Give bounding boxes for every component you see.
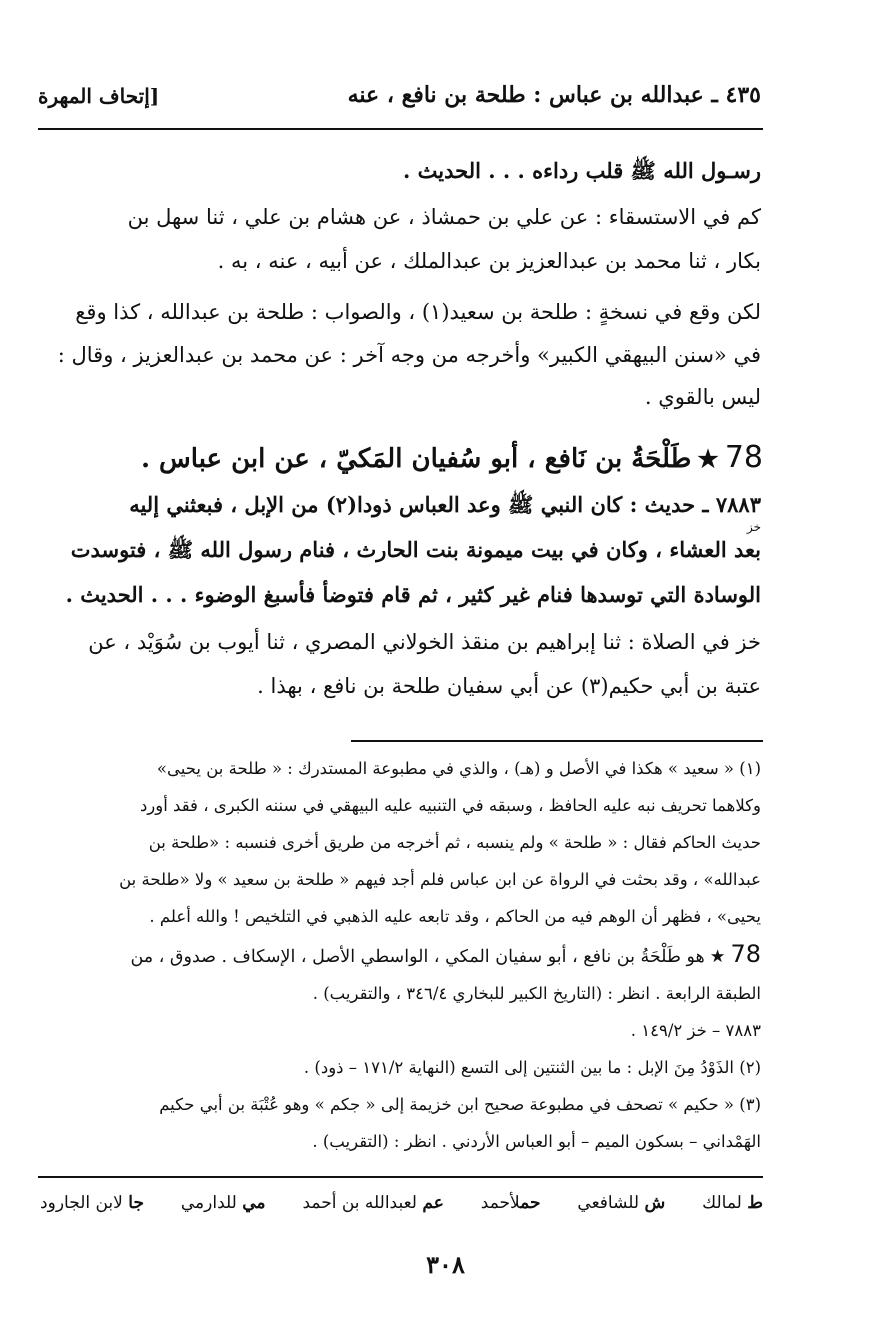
entry-heading (141, 440, 763, 475)
body-line-3: بكار ، ثنا محمد بن عبدالعزيز بن عبدالملك ، عن أبيه ، عنه ، به . (217, 249, 761, 273)
header-rule (38, 128, 763, 130)
abbr-item: حملأحمد (480, 1193, 541, 1213)
footnote-3-line-1: (٣) « حكيم » تصحف في مطبوعة صحيح ابن خزيمة إلى « جكم » وهو عُتْبَة بن أبي حكيم (159, 1095, 761, 1114)
running-title: ٤٣٥ ـ عبدالله بن عباس : طلحة بن نافع ، عنه (347, 82, 761, 108)
body-line-1: رسـول الله ﷺ قلب رداءه . . . الحديث . (403, 158, 761, 183)
footnote-3-line-2: الهَمْداني – بسكون الميم – أبو العباس الأردني . انظر : (التقريب) . (312, 1132, 761, 1151)
abbr-item: عم لعبدالله بن أحمد (302, 1193, 444, 1213)
abbr-item: ش للشافعي (577, 1193, 666, 1213)
star-icon: ★ (697, 444, 719, 473)
footnote-1-line-5: يحيى» ، فظهر أن الوهم فيه من الحاكم ، وقد تابعه عليه الذهبي في التلخيص ! والله أعلم . (149, 907, 761, 926)
book-title: [إتحاف المهرة (38, 84, 160, 108)
footnote-rule (351, 740, 763, 742)
entry-number: 78 (724, 440, 763, 475)
body-line-5: في «سنن البيهقي الكبير» وأخرجه من وجه آخر : عن محمد بن عبدالعزيز ، وقال : (57, 343, 761, 367)
footnote-entry-line-1 (130, 940, 761, 968)
footnote-1-line-4: عبدالله» ، وقد بحثت في الرواة عن ابن عباس فلم أجد فيهم « طلحة بن سعيد » ولا «طلحة بن (119, 870, 761, 889)
footnote-entry-number: 78 (730, 940, 761, 968)
abbr-item: جا لابن الجارود (40, 1193, 144, 1213)
footnote-source-line: ٧٨٨٣ – خز ١٤٩/٢ . (630, 1021, 761, 1040)
abbr-item: ط لمالك (702, 1193, 763, 1213)
body-line-4: لكن وقع في نسخةٍ : طلحة بن سعيد(١) ، والصواب : طلحة بن عبدالله ، كذا وقع (75, 300, 761, 324)
footnote-1-line-1: (١) « سعيد » هكذا في الأصل و (هـ) ، والذي في مطبوعة المستدرك : « طلحة بن يحيى» (156, 759, 761, 778)
hadith-source-code: خز (746, 520, 761, 534)
body-line-2: كم في الاستسقاء : عن علي بن حمشاذ ، عن هشام بن علي ، ثنا سهل بن (127, 205, 761, 229)
star-icon: ★ (709, 947, 726, 967)
page-number: ٣٠٨ (426, 1250, 465, 1279)
bottom-rule (38, 1176, 763, 1178)
hadith-line-1: ٧٨٨٣ ـ حديث : كان النبي ﷺ وعد العباس ذودا(٢) من الإبل ، فبعثني إليه (129, 492, 761, 517)
footnote-2: (٢) الذَوْدُ مِنَ الإبل : ما بين الثنتين إلى التسع (النهاية ١٧١/٢ – ذود) . (303, 1058, 761, 1077)
footnote-entry-text: هو طَلْحَةُ بن نافع ، أبو سفيان المكي ، الواسطي الأصل ، الإسكاف . صدوق ، من (130, 947, 705, 967)
hadith-line-4: خز في الصلاة : ثنا إبراهيم بن منقذ الخولاني المصري ، ثنا أيوب بن سُوَيْد ، عن (88, 630, 761, 654)
footnote-1-line-3: حديث الحاكم فقال : « طلحة » ولم ينسبه ، ثم أخرجه من طريق أخرى فنسبه : «طلحة بن (148, 833, 761, 852)
hadith-line-3: الوسادة التي توسدها فنام غير كثير ، ثم قام فتوضأ فأسبغ الوضوء . . . الحديث . (65, 582, 761, 607)
footnote-1-line-2: وكلاهما تحريف نبه عليه الحافظ ، وسبقه في التنبيه عليه البيهقي في سننه الكبرى ، فقد أورد (139, 796, 761, 815)
abbreviation-key (40, 1193, 763, 1213)
hadith-line-2: بعد العشاء ، وكان في بيت ميمونة بنت الحارث ، فنام رسول الله ﷺ ، فتوسدت (70, 537, 761, 562)
entry-title: طَلْحَةُ بن نَافع ، أبو سُفيان المَكيّ ، عن ابن عباس . (140, 444, 692, 474)
hadith-line-5: عتبة بن أبي حكيم(٣) عن أبي سفيان طلحة بن نافع ، بهذا . (257, 674, 761, 698)
body-line-6: ليس بالقوي . (644, 385, 761, 409)
footnote-entry-line-2: الطبقة الرابعة . انظر : (التاريخ الكبير للبخاري ٣٤٦/٤ ، والتقريب) . (312, 984, 761, 1003)
abbr-item: مي للدارمي (180, 1193, 266, 1213)
